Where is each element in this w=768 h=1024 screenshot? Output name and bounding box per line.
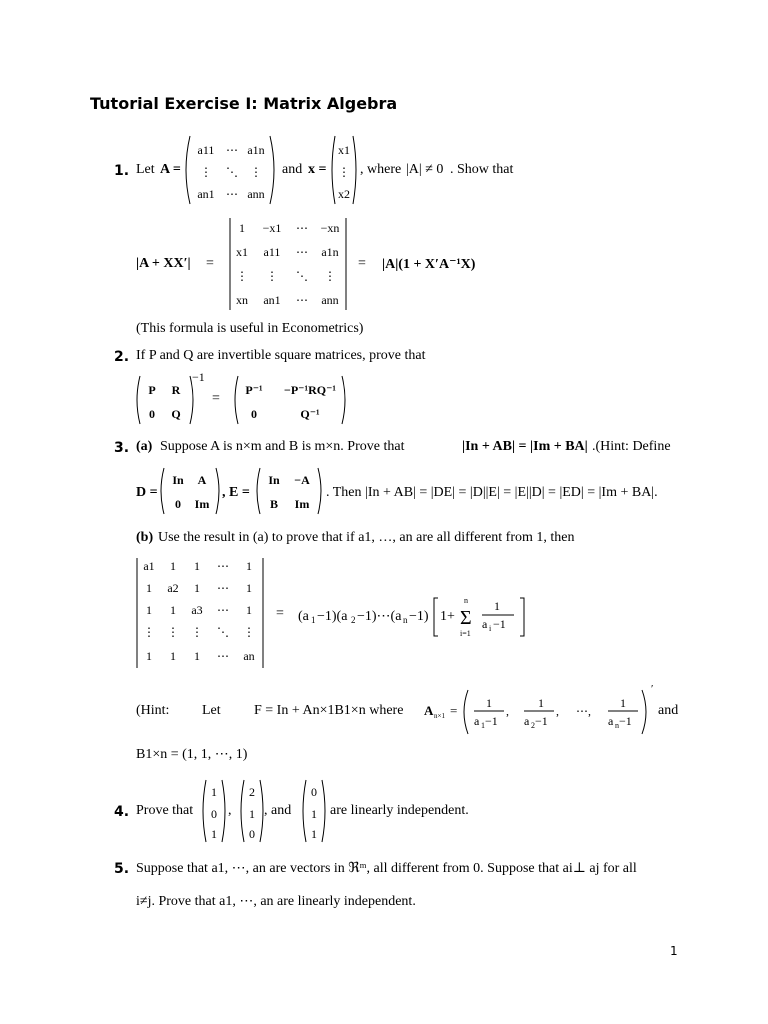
vector-3-cell: 0 — [311, 785, 317, 799]
matrix-e-cell: Im — [294, 497, 310, 511]
svg-text:n: n — [464, 596, 468, 605]
vector-2-cell: 0 — [249, 827, 255, 841]
determinant-2-cell: 1 — [146, 603, 152, 617]
vector-2-cell: 2 — [249, 785, 255, 799]
part-b-label: (b) — [136, 530, 154, 545]
determinant-2-cell: 1 — [194, 559, 200, 573]
vector-1-cell: 0 — [211, 807, 217, 821]
matrix-a — [182, 134, 282, 206]
vector-1 — [200, 778, 228, 844]
determinant-2-cell: an — [243, 649, 255, 663]
vector-x-label: x = — [308, 162, 327, 177]
matrix-e-cell: B — [269, 497, 279, 511]
determinant-1-cell: ⋮ — [324, 269, 336, 283]
hint-b-a-vector — [424, 683, 656, 738]
matrix-a-cell: ⋯ — [226, 143, 238, 157]
svg-text:(a: (a — [298, 609, 309, 624]
determinant-2-cell: 1 — [194, 581, 200, 595]
problem-2-number: 2. — [114, 349, 130, 365]
block-matrix-inverse-cell: −P⁻¹RQ⁻¹ — [283, 383, 337, 397]
hint-b-and: and — [658, 703, 679, 718]
problem-5-line-2: i≠j. Prove that a1, ⋯, an are linearly independent. — [136, 894, 416, 909]
determinant-1-cell: a11 — [263, 245, 281, 259]
problem-1-let: Let — [136, 162, 155, 177]
determinant-1-cell: ⋮ — [236, 269, 248, 283]
svg-text:′: ′ — [651, 683, 654, 695]
vector-x-cell: x2 — [338, 187, 350, 201]
determinant-1-cell: ann — [321, 293, 339, 307]
determinant-2-cell: ⋮ — [191, 625, 203, 639]
block-matrix-inverse — [232, 374, 348, 426]
determinant-2 — [135, 556, 267, 670]
matrix-d-label: D = — [136, 485, 158, 500]
matrix-d-cell: A — [197, 473, 207, 487]
block-matrix-inverse-cell: P⁻¹ — [245, 383, 263, 397]
vector-x-cell: ⋮ — [338, 165, 350, 179]
problem-1-where: , where — [360, 162, 402, 177]
vector-x — [329, 134, 359, 206]
problem-4-prove-that: Prove that — [136, 803, 194, 818]
problem-4-end: are linearly independent. — [330, 803, 469, 818]
part-b-text: Use the result in (a) to prove that if a1, …, an are all different from 1, then — [158, 530, 575, 545]
determinant-1-cell: ⋯ — [296, 221, 308, 235]
part-a-text: Suppose A is n×m and B is m×n. Prove that — [160, 439, 405, 454]
determinant-2-cell: 1 — [170, 603, 176, 617]
svg-text:=: = — [450, 703, 458, 718]
determinant-2-cell: ⋯ — [217, 581, 229, 595]
svg-text:⋯,: ⋯, — [576, 704, 591, 718]
block-matrix-inverse-cell: Q⁻¹ — [300, 407, 320, 421]
block-matrix-pq-cell: P — [148, 383, 156, 397]
part-a-label: (a) — [136, 439, 153, 454]
svg-text:n: n — [403, 615, 408, 625]
determinant-2-cell: 1 — [146, 581, 152, 595]
matrix-d-cell: Im — [194, 497, 210, 511]
hint-b-let: Let — [202, 703, 221, 718]
determinant-2-cell: a1 — [143, 559, 155, 573]
determinant-2-cell: ⋱ — [217, 625, 229, 639]
matrix-a-cell: a1n — [247, 143, 265, 157]
svg-text:1+: 1+ — [440, 609, 455, 624]
problem-2-text: If P and Q are invertible square matrices, prove that — [136, 348, 426, 363]
page-title: Tutorial Exercise I: Matrix Algebra — [90, 94, 398, 113]
svg-text:2: 2 — [531, 721, 535, 730]
determinant-2-cell: 1 — [246, 559, 252, 573]
determinant-2-cell: ⋯ — [217, 649, 229, 663]
svg-text:1: 1 — [481, 721, 485, 730]
svg-text:1: 1 — [494, 599, 500, 613]
determinant-1-cell: ⋱ — [296, 269, 308, 283]
vector-1-cell: 1 — [211, 827, 217, 841]
determinant-1-cell: ⋯ — [296, 245, 308, 259]
matrix-a-cell: ann — [247, 187, 265, 201]
determinant-2-cell: ⋮ — [167, 625, 179, 639]
determinant-1-cell: an1 — [263, 293, 281, 307]
determinant-1 — [228, 216, 350, 312]
problem-3-number: 3. — [114, 440, 130, 456]
determinant-2-cell: ⋮ — [143, 625, 155, 639]
svg-text:Σ: Σ — [460, 607, 472, 629]
matrix-d-cell: In — [172, 473, 184, 487]
problem-1-eq1: = — [206, 256, 214, 271]
matrix-a-cell: ⋱ — [226, 165, 238, 179]
block-matrix-inverse-cell: 0 — [251, 407, 257, 421]
svg-text:,: , — [556, 704, 559, 718]
matrix-e-cell: In — [268, 473, 280, 487]
determinant-2-cell: 1 — [146, 649, 152, 663]
svg-text:a: a — [474, 714, 480, 728]
matrix-d-cell: 0 — [175, 497, 181, 511]
svg-text:2: 2 — [351, 615, 356, 625]
svg-text:−1: −1 — [619, 714, 632, 728]
determinant-2-cell: 1 — [194, 649, 200, 663]
determinant-2-cell: 1 — [170, 559, 176, 573]
problem-1-condition: |A| ≠ 0 — [406, 162, 444, 177]
matrix-a-cell: a11 — [197, 143, 215, 157]
vector-3 — [300, 778, 328, 844]
problem-1-rhs: |A|(1 + X′A⁻¹X) — [382, 257, 476, 272]
svg-text:−1)⋯(a: −1)⋯(a — [357, 609, 402, 624]
svg-text:1: 1 — [538, 696, 544, 710]
determinant-2-cell: a3 — [191, 603, 203, 617]
problem-1-number: 1. — [114, 163, 130, 179]
problem-2-eq: = — [212, 391, 220, 406]
problem-1-note: (This formula is useful in Econometrics) — [136, 321, 364, 336]
problem-4-comma: , — [228, 803, 232, 818]
matrix-e-label: , E = — [222, 485, 250, 500]
page-number: 1 — [670, 944, 678, 958]
matrix-a-label: A = — [160, 162, 181, 177]
matrix-a-cell: ⋮ — [250, 165, 262, 179]
determinant-2-cell: 1 — [246, 603, 252, 617]
inverse-exponent: −1 — [192, 370, 205, 384]
vector-1-cell: 1 — [211, 785, 217, 799]
vector-3-cell: 1 — [311, 807, 317, 821]
svg-text:1: 1 — [486, 696, 492, 710]
block-matrix-pq-cell: 0 — [149, 407, 155, 421]
problem-1-show-that: . Show that — [450, 162, 514, 177]
matrix-e-cell: −A — [294, 473, 310, 487]
determinant-2-cell: ⋯ — [217, 559, 229, 573]
matrix-a-cell: ⋮ — [200, 165, 212, 179]
vector-x-cell: x1 — [338, 143, 350, 157]
part-a-hint-start: .(Hint: Define — [592, 439, 671, 454]
svg-text:−1: −1 — [535, 714, 548, 728]
determinant-2-cell: a2 — [167, 581, 179, 595]
svg-text:,: , — [506, 704, 509, 718]
hint-b-open: (Hint: — [136, 703, 170, 718]
svg-text:−1): −1) — [409, 609, 429, 624]
vector-2-cell: 1 — [249, 807, 255, 821]
determinant-1-cell: xn — [236, 293, 248, 307]
matrix-e — [254, 466, 324, 516]
svg-text:n×1: n×1 — [434, 712, 445, 720]
block-matrix-pq-cell: R — [171, 383, 181, 397]
part-b-rhs — [298, 586, 538, 642]
matrix-d — [158, 466, 222, 516]
svg-text:i=1: i=1 — [460, 629, 471, 638]
determinant-1-cell: ⋮ — [266, 269, 278, 283]
problem-5-number: 5. — [114, 861, 130, 877]
problem-1-and: and — [282, 162, 303, 177]
svg-text:a: a — [482, 617, 488, 631]
problem-5-line-1: Suppose that a1, ⋯, an are vectors in ℜᵐ, all different from 0. Suppose that ai⊥ aj for all — [136, 861, 637, 876]
matrix-a-cell: an1 — [197, 187, 215, 201]
problem-1-lhs: |A + XX′| — [136, 256, 191, 271]
svg-text:−1: −1 — [493, 617, 506, 631]
determinant-2-cell: 1 — [246, 581, 252, 595]
part-b-eq: = — [276, 606, 284, 621]
problem-4-comma-and: , and — [264, 803, 292, 818]
block-matrix-pq-cell: Q — [171, 407, 181, 421]
svg-text:−1)(a: −1)(a — [317, 609, 348, 624]
determinant-1-cell: −x1 — [262, 221, 282, 235]
vector-2 — [238, 778, 266, 844]
block-matrix-pq — [134, 374, 196, 426]
part-a-identity: |In + AB| = |Im + BA| — [462, 439, 588, 454]
problem-1-eq2: = — [358, 256, 366, 271]
svg-text:a: a — [524, 714, 530, 728]
svg-text:a: a — [608, 714, 614, 728]
part-a-then: . Then |In + AB| = |DE| = |D||E| = |E||D| = |ED| = |Im + BA|. — [326, 485, 658, 500]
determinant-2-cell: ⋮ — [243, 625, 255, 639]
svg-text:n: n — [615, 721, 619, 730]
determinant-1-cell: a1n — [321, 245, 339, 259]
determinant-1-cell: −xn — [320, 221, 340, 235]
vector-3-cell: 1 — [311, 827, 317, 841]
determinant-1-cell: x1 — [236, 245, 248, 259]
hint-b-b-vector: B1×n = (1, 1, ⋯, 1) — [136, 747, 248, 762]
svg-text:−1: −1 — [485, 714, 498, 728]
determinant-2-cell: ⋯ — [217, 603, 229, 617]
hint-b-f: F = In + An×1B1×n where — [254, 703, 404, 718]
svg-text:1: 1 — [620, 696, 626, 710]
svg-text:i: i — [489, 624, 492, 633]
svg-text:1: 1 — [311, 615, 316, 625]
svg-text:A: A — [424, 703, 434, 718]
determinant-1-cell: 1 — [239, 221, 245, 235]
problem-4-number: 4. — [114, 804, 130, 820]
determinant-2-cell: 1 — [170, 649, 176, 663]
matrix-a-cell: ⋯ — [226, 187, 238, 201]
determinant-1-cell: ⋯ — [296, 293, 308, 307]
